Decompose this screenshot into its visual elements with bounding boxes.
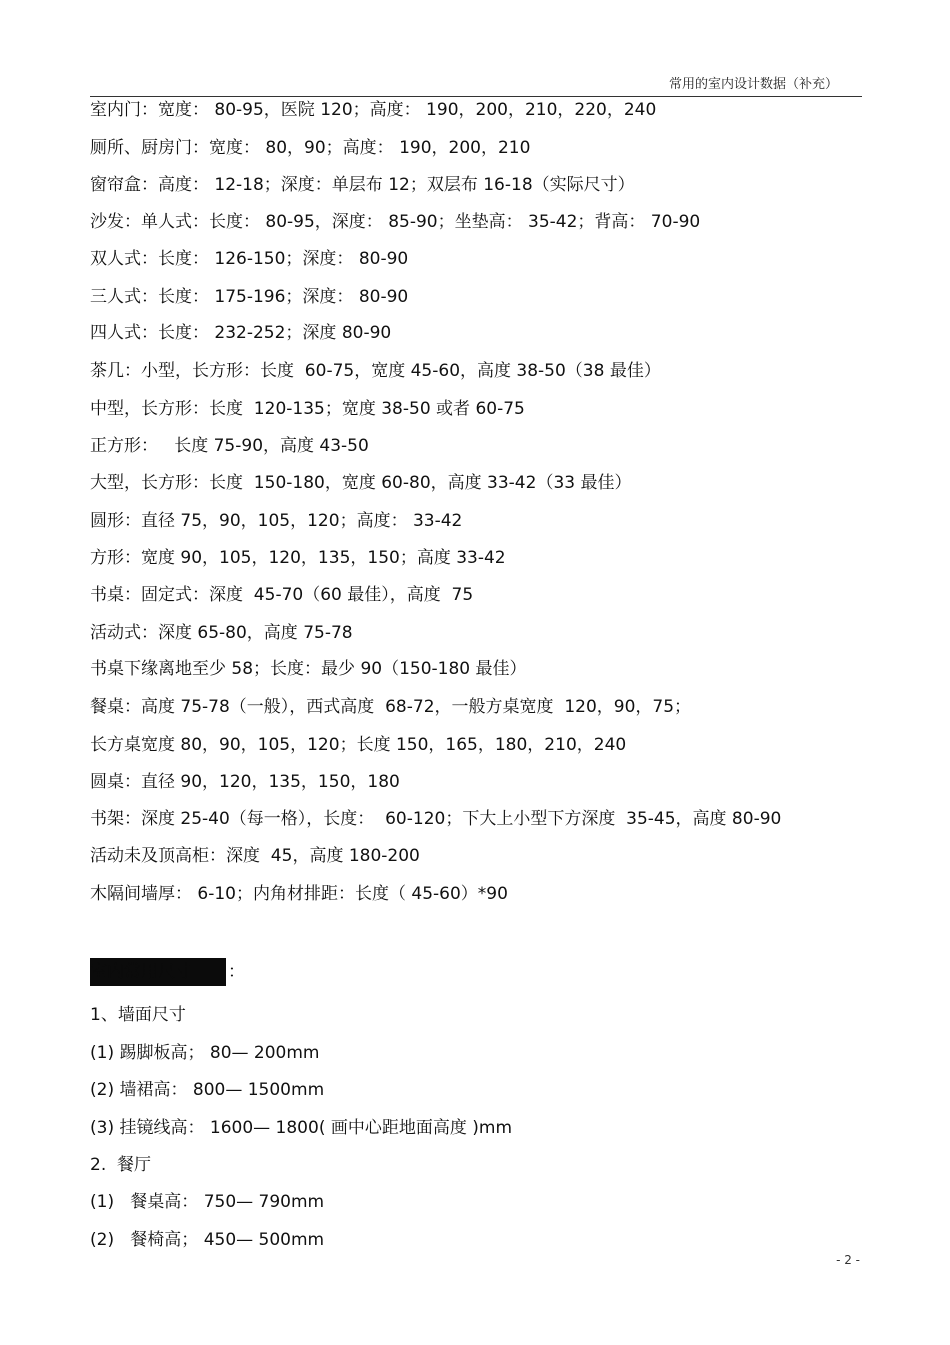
text-line: 厕所、厨房门：宽度： 80，90；高度： 190，200，210 [90,138,531,158]
list-item: (1) 踢脚板高； 80— 200mm [90,1043,320,1063]
text-line: 书架：深度 25-40（每一格），长度： 60-120；下大上小型下方深度 35-45，高度 80-90 [90,809,782,829]
header-rule [90,96,862,97]
list-item: (2) 墙裙高： 800— 1500mm [90,1080,325,1100]
text-line: 书桌：固定式：深度 45-70（60 最佳），高度 75 [90,585,474,605]
text-line: 大型，长方形：长度 150-180，宽度 60-80，高度 33-42（33 最佳） [90,473,632,493]
text-line: 书桌下缘离地至少 58；长度：最少 90（150-180 最佳） [90,659,527,679]
text-line: 活动式：深度 65-80，高度 75-78 [90,623,353,643]
text-line: 室内门：宽度： 80-95，医院 120；高度： 190，200，210，220，240 [90,100,657,120]
text-line: 活动未及顶高柜：深度 45，高度 180-200 [90,846,420,866]
list-item: (3) 挂镜线高： 1600— 1800( 画中心距地面高度 )mm [90,1118,513,1138]
text-line: 三人式：长度： 175-196；深度： 80-90 [90,287,409,307]
text-line: 窗帘盒：高度： 12-18；深度：单层布 12；双层布 16-18（实际尺寸） [90,175,635,195]
text-line: 圆形：直径 75，90，105，120；高度： 33-42 [90,511,463,531]
list-item: (2) 餐椅高； 450— 500mm [90,1230,325,1250]
section-heading-highlight: 室内常用尺寸 [90,958,226,986]
text-line: 双人式：长度： 126-150；深度： 80-90 [90,249,409,269]
section-heading [90,958,245,986]
list-item: 1、墙面尺寸 [90,1005,186,1025]
text-line: 茶几：小型，长方形：长度 60-75，宽度 45-60，高度 38-50（38 最佳） [90,361,661,381]
text-line: 四人式：长度： 232-252；深度 80-90 [90,323,392,343]
text-line: 木隔间墙厚： 6-10；内角材排距：长度（ 45-60）*90 [90,884,508,904]
text-line: 圆桌：直径 90，120，135，150，180 [90,772,400,792]
list-item: (1) 餐桌高： 750— 790mm [90,1192,325,1212]
text-line: 沙发：单人式：长度： 80-95，深度： 85-90；坐垫高： 35-42；背高： 70-90 [90,212,701,232]
text-line: 中型，长方形：长度 120-135；宽度 38-50 或者 60-75 [90,399,525,419]
header-title: 常用的室内设计数据（补充） [668,77,838,92]
text-line: 长方桌宽度 80，90，105，120；长度 150，165，180，210，240 [90,735,627,755]
page-number: - 2 - [836,1253,860,1267]
text-line: 正方形： 长度 75-90，高度 43-50 [90,436,369,456]
section-heading-colon: ： [228,962,245,982]
list-item: 2. 餐厅 [90,1155,152,1175]
text-line: 餐桌：高度 75-78（一般），西式高度 68-72，一般方桌宽度 120，90，75； [90,697,692,717]
text-line: 方形：宽度 90，105，120，135，150；高度 33-42 [90,548,506,568]
